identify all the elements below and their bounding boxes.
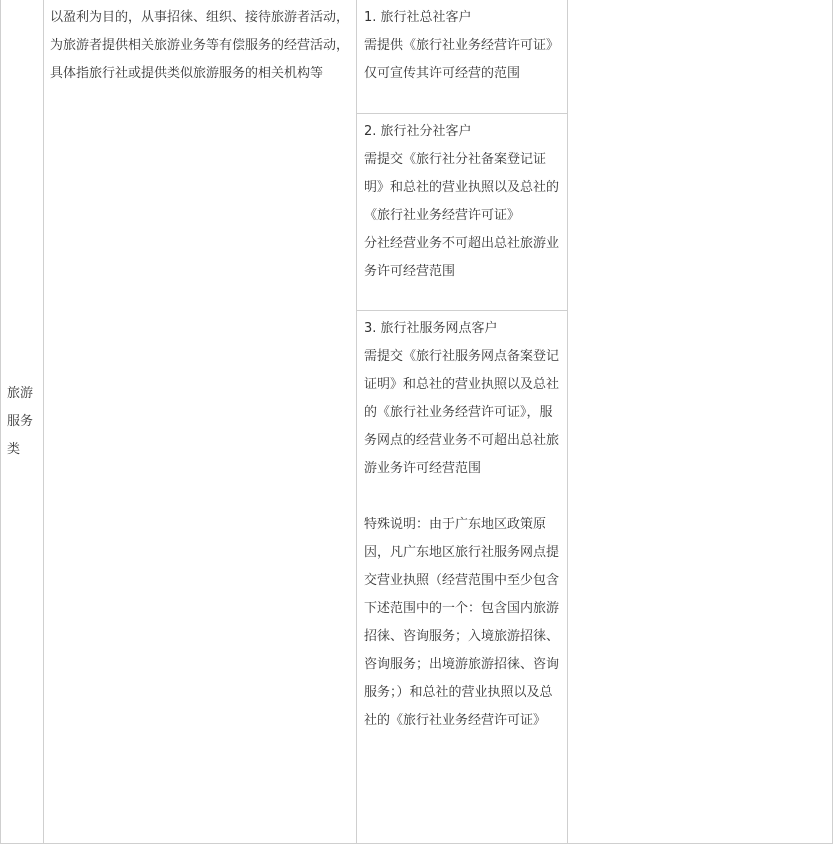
- paragraph-gap: [364, 483, 560, 511]
- requirement-title: 3. 旅行社服务网点客户: [364, 321, 498, 336]
- requirement-line: 需提交《旅行社服务网点备案登记证明》和总社的营业执照以及总社的《旅行社业务经营许可证》，服务网点的经营业务不可超出总社旅游业务许可经营范围: [364, 349, 560, 476]
- description-cell: [44, 0, 357, 844]
- requirement-cell-service-outlet: [357, 311, 568, 844]
- requirement-line: 分社经营业务不可超出总社旅游业务许可经营范围: [364, 236, 560, 279]
- requirement-cell-head-office: [357, 0, 568, 114]
- requirement-line: 仅可宣传其许可经营的范围: [364, 66, 521, 81]
- requirement-title: 2. 旅行社分社客户: [364, 124, 472, 139]
- requirement-line: 需提交《旅行社分社备案登记证明》和总社的营业执照以及总社的《旅行社业务经营许可证》: [364, 152, 560, 223]
- description-text: 以盈利为目的，从事招徕、组织、接待旅游者活动，为旅游者提供相关旅游业务等有偿服务的经营活动，具体指旅行社或提供类似旅游服务的相关机构等: [50, 10, 350, 81]
- requirement-cell-branch: [357, 114, 568, 311]
- empty-cell: [568, 0, 833, 844]
- requirement-line: 需提供《旅行社业务经营许可证》: [364, 38, 560, 53]
- special-note: 特殊说明：由于广东地区政策原因，凡广东地区旅行社服务网点提交营业执照（经营范围中至少包含下述范围中的一个：包含国内旅游招徕、咨询服务；入境旅游招徕、咨询服务；出境游旅游招徕、咨询服务；）和总社的营业执照以及总社的《旅行社业务经营许可证》: [364, 517, 560, 728]
- category-cell: [0, 0, 44, 844]
- category-label: 旅游 服务 类: [7, 385, 34, 457]
- requirement-title: 1. 旅行社总社客户: [364, 10, 472, 25]
